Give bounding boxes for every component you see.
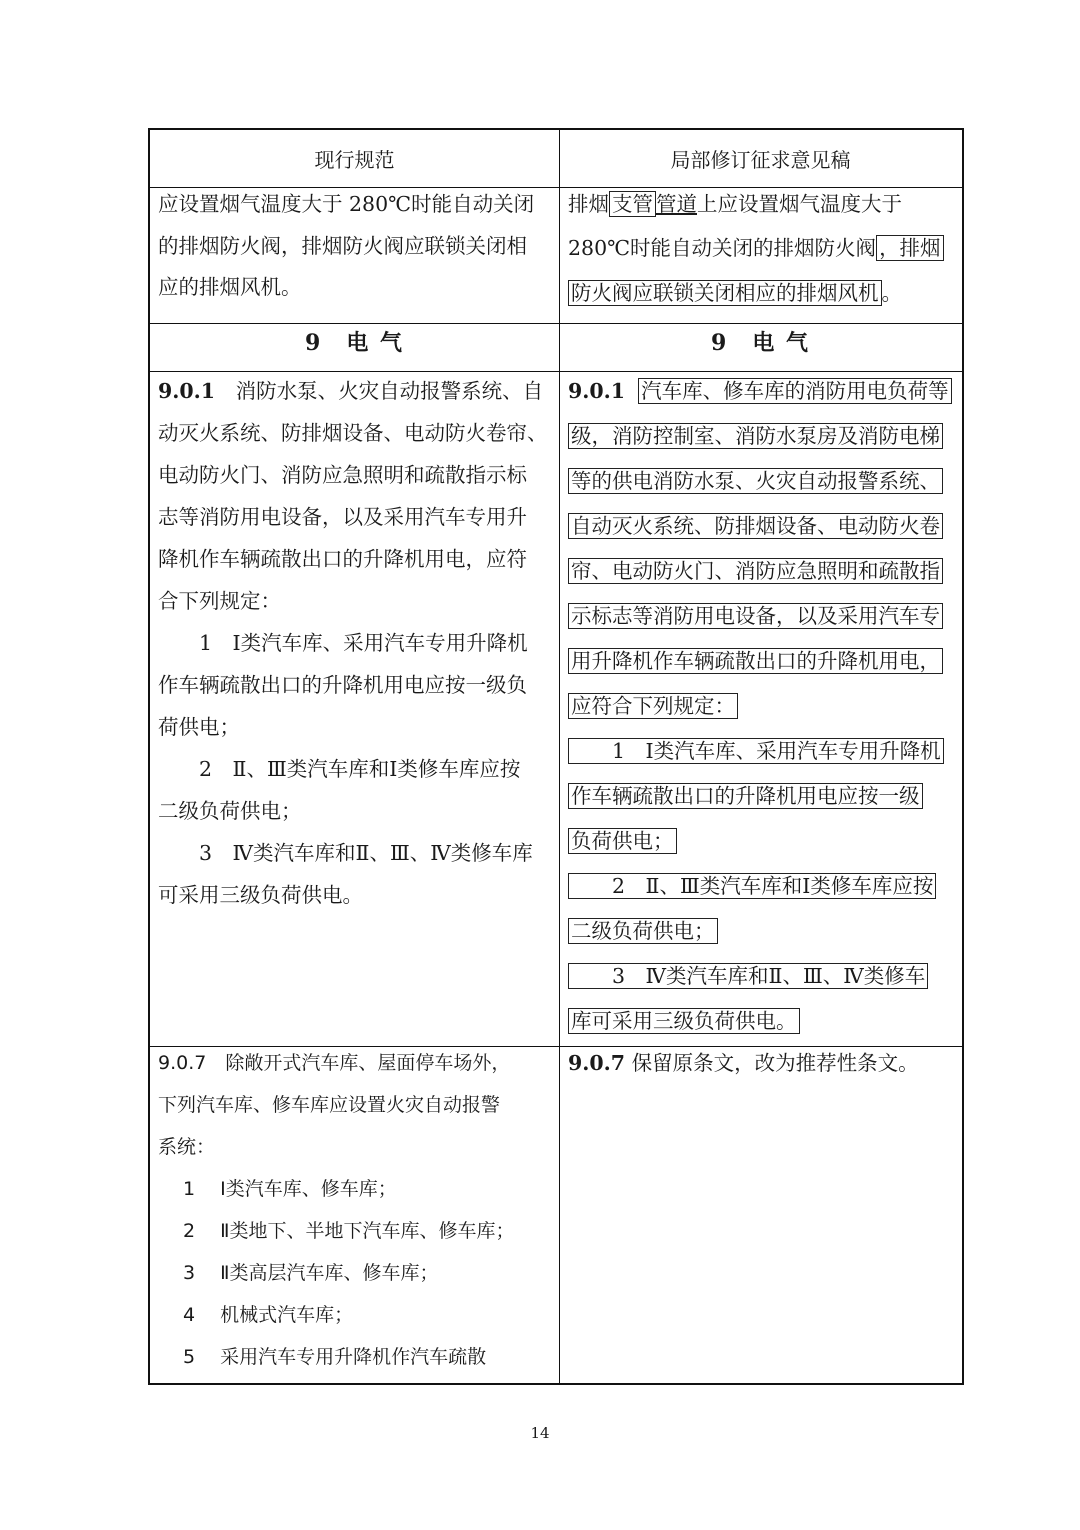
revision-line <box>568 279 960 307</box>
revision-line <box>568 1007 960 1035</box>
text-line: 合下列规定： <box>158 589 281 613</box>
row-divider <box>150 1046 962 1047</box>
text-line: 3 Ⅳ类汽车库和Ⅱ、Ⅲ、Ⅳ类修车库 <box>158 841 533 865</box>
revision-line <box>568 692 960 720</box>
revision-line <box>568 512 960 540</box>
header-draft <box>559 130 962 187</box>
header-draft-label: 局部修订征求意见稿 <box>670 148 851 172</box>
text-line: 应设置烟气温度大于 280℃时能自动关闭 <box>158 192 535 216</box>
deleted-text-box: 支管 <box>609 191 656 217</box>
revision-line <box>568 782 960 810</box>
header-current-label: 现行规范 <box>314 148 395 172</box>
clause-number: 9.0.7 <box>568 1051 626 1075</box>
revised-text-box: 库可采用三级负荷供电。 <box>568 1008 800 1034</box>
revision-line <box>568 234 960 262</box>
text-line: 降机作车辆疏散出口的升降机用电，应符 <box>158 547 527 571</box>
text-run: 排烟 <box>568 192 609 216</box>
revision-line <box>568 190 960 218</box>
text-run: 。 <box>881 281 902 305</box>
header-current <box>150 130 559 187</box>
revised-text-box: 示标志等消防用电设备，以及采用汽车专 <box>568 603 943 629</box>
text-line: 4 机械式汽车库； <box>158 1304 354 1326</box>
revision-line <box>568 962 960 990</box>
text-line: 1 Ⅰ类汽车库、修车库； <box>158 1178 397 1200</box>
text-line: 系统： <box>158 1136 216 1158</box>
revised-text-box: 帘、电动防火门、消防应急照明和疏散指 <box>568 558 943 584</box>
revised-text-box: 负荷供电； <box>568 828 677 854</box>
text-run: 上应设置烟气温度大于 <box>697 192 902 216</box>
text-line: 动灭火系统、防排烟设备、电动防火卷帘、 <box>158 421 548 445</box>
text-run: 保留原条文，改为推荐性条文。 <box>625 1051 919 1075</box>
revised-text-box: 应符合下列规定： <box>568 693 738 719</box>
text-line: 电动防火门、消防应急照明和疏散指示标 <box>158 463 527 487</box>
revision-line <box>568 737 960 765</box>
text-line: 2 Ⅱ、Ⅲ类汽车库和Ⅰ类修车库应按 <box>158 757 521 781</box>
text-run: 280℃时能自动关闭的排烟防火阀 <box>568 236 877 260</box>
clause-line <box>158 377 554 405</box>
revision-line <box>568 602 960 630</box>
revised-text-box: 2 Ⅱ、Ⅲ类汽车库和Ⅰ类修车库应按 <box>568 873 936 899</box>
row-divider <box>150 187 962 188</box>
text-line: 9.0.7 除敞开式汽车库、屋面停车场外， <box>158 1052 511 1074</box>
row-divider <box>150 323 962 324</box>
text-line: 1 Ⅰ类汽车库、采用汽车专用升降机 <box>158 631 528 655</box>
inserted-text: 管道 <box>656 192 697 216</box>
text-line: 的排烟防火阀，排烟防火阀应联锁关闭相 <box>158 234 527 258</box>
clause-number: 9.0.1 <box>568 379 626 403</box>
text-line: 可采用三级负荷供电。 <box>158 883 363 907</box>
text-line: 二级负荷供电； <box>158 799 302 823</box>
revision-line <box>568 557 960 585</box>
revision-line <box>568 647 960 675</box>
text-line: 应的排烟风机。 <box>158 275 302 299</box>
revised-text-box: 级，消防控制室、消防水泵房及消防电梯 <box>568 423 943 449</box>
text-line: 2 Ⅱ类地下、半地下汽车库、修车库； <box>158 1220 515 1242</box>
revised-text-box: 用升降机作车辆疏散出口的升降机用电， <box>568 648 943 674</box>
text-line: 荷供电； <box>158 715 240 739</box>
revised-text-box: 1 Ⅰ类汽车库、采用汽车专用升降机 <box>568 738 944 764</box>
revised-text-box: 汽车库、修车库的消防用电负荷等 <box>638 378 952 404</box>
text-line: 5 采用汽车专用升降机作汽车疏散 <box>158 1346 487 1368</box>
clause-number: 9.0.1 <box>158 379 216 403</box>
section-title-current: 9 电 气 <box>305 330 404 356</box>
text-line: 下列汽车库、修车库应设置火灾自动报警 <box>158 1094 501 1116</box>
text-line: 志等消防用电设备，以及采用汽车专用升 <box>158 505 527 529</box>
revision-line <box>568 467 960 495</box>
revision-line <box>568 827 960 855</box>
row-divider <box>150 371 962 372</box>
revision-line <box>568 422 960 450</box>
revised-text-box: ，排烟 <box>876 235 944 261</box>
comparison-table <box>148 128 964 1385</box>
clause-line <box>568 377 960 405</box>
text-line: 作车辆疏散出口的升降机用电应按一级负 <box>158 673 527 697</box>
revised-text-box: 作车辆疏散出口的升降机用电应按一级 <box>568 783 923 809</box>
section-title-draft: 9 电 气 <box>711 330 810 356</box>
revised-text-box: 3 Ⅳ类汽车库和Ⅱ、Ⅲ、Ⅳ类修车 <box>568 963 928 989</box>
revision-line <box>568 872 960 900</box>
column-divider <box>559 130 560 1383</box>
revised-text-box: 自动灭火系统、防排烟设备、电动防火卷 <box>568 513 943 539</box>
revised-text-box: 等的供电消防水泵、火灾自动报警系统、 <box>568 468 943 494</box>
revision-line <box>568 917 960 945</box>
revised-text-box: 二级负荷供电； <box>568 918 718 944</box>
text-run: 消防水泵、火灾自动报警系统、自 <box>215 379 544 403</box>
clause-line <box>568 1049 960 1077</box>
text-line: 3 Ⅱ类高层汽车库、修车库； <box>158 1262 439 1284</box>
page-number: 14 <box>530 1424 550 1442</box>
revised-text-box: 防火阀应联锁关闭相应的排烟风机 <box>568 280 882 306</box>
